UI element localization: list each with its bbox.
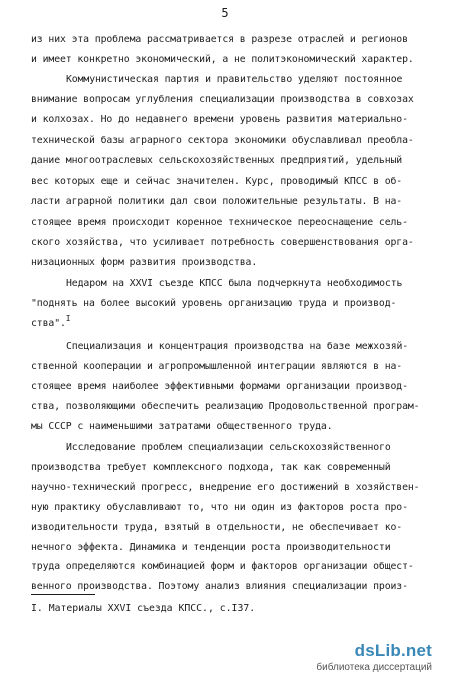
text-line: вес которых еще и сейчас значителен. Курс, проводимый КПСС в об-: [31, 176, 403, 187]
text-line: Специализация и концентрация производства на базе межхозяй-: [66, 341, 409, 352]
text-line: Коммунистическая партия и правительство уделяют постоянное: [66, 74, 403, 85]
text-line: технической базы аграрного сектора экономики обуславливал преобла-: [31, 135, 414, 146]
watermark-subtitle: библиотека диссертаций: [316, 662, 432, 673]
page-number: 5: [221, 6, 229, 20]
text-line: стоящее время происходит коренное техническое переоснащение сель-: [31, 217, 408, 228]
text-line: ства".: [31, 318, 66, 329]
text-line: внимание вопросам углубления специализации производства в совхозах: [31, 94, 414, 105]
text-line: и колхозах. Но до недавнего времени уровень развития материально-: [31, 114, 408, 125]
text-line: изводительности труда, взятый в отдельности, не обеспечивает ко-: [31, 522, 403, 533]
text-line: из них эта проблема рассматривается в разрезе отраслей и регионов: [31, 34, 408, 45]
footnote-mark: I: [65, 314, 71, 323]
text-line: труда определяются комбинацией форм и факторов организации общест-: [31, 561, 414, 572]
text-line: и имеет конкретно экономический, а не политэкономический характер.: [31, 54, 414, 65]
text-line: ласти аграрной политики дал свои положительные результаты. В на-: [31, 196, 403, 207]
watermark-logo: dsLib.net: [354, 641, 432, 660]
text-line: дание многоотраслевых сельскохозяйственных предприятий, удельный: [31, 155, 403, 166]
text-line: нечного эффекта. Динамика и тенденции роста производительности: [31, 542, 391, 553]
text-line: Недаром на XXVI съезде КПСС была подчеркнута необходимость: [66, 278, 403, 289]
text-line: ского хозяйства, что усиливает потребность совершенствования орга-: [31, 237, 414, 248]
text-line: низационных форм развития производства.: [31, 257, 258, 268]
text-line: ства, позволяющими обеспечить реализацию Продовольственной програм-: [31, 401, 420, 412]
text-line: ственной кооперации и агропромышленной интеграции являются в на-: [31, 361, 403, 372]
text-line: мы СССР с наименьшими затратами общественного труда.: [31, 421, 333, 432]
text-line-with-footnote: [31, 314, 432, 331]
text-line: стоящее время наиболее эффективными формами организации производ-: [31, 381, 408, 392]
footnote: I. Материалы XXVI съезда КПСС., с.I37.: [31, 603, 256, 614]
text-line: научно-технический прогресс, внедрение его достижений в хозяйствен-: [31, 482, 420, 493]
text-line: Исследование проблем специализации сельскохозяйственного: [66, 442, 391, 453]
text-line: производства требует комплексного подхода, так как современный: [31, 462, 391, 473]
text-line: ную практику обуславливают то, что ни один из факторов роста про-: [31, 502, 408, 513]
text-line: венного производства. Поэтому анализ влияния специализации произ-: [31, 581, 408, 592]
text-line: "поднять на более высокий уровень организацию труда и производ-: [31, 298, 397, 309]
footnote-divider: [31, 594, 95, 595]
